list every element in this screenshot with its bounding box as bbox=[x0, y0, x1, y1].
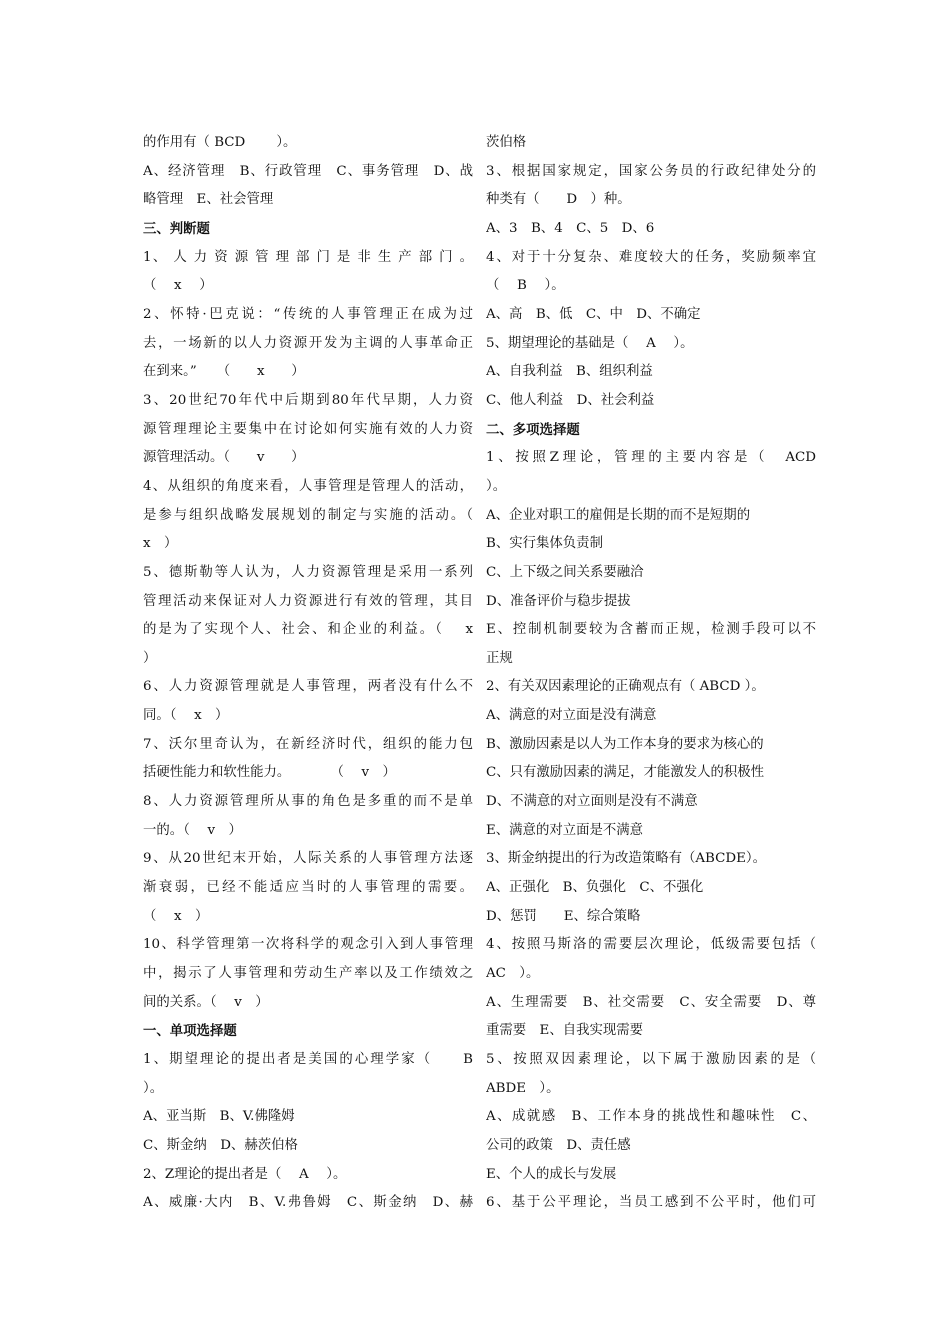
text-line: A、成就感 B、工作本身的挑战性和趣味性 C、 bbox=[486, 1109, 816, 1125]
text-line: 4、从组织的角度来看，人事管理是管理人的活动， bbox=[143, 478, 473, 494]
text-line: E、控制机制要较为含蓄而正规，检测手段可以不 bbox=[486, 622, 816, 638]
text-line: 源管理活动。（ v ） bbox=[143, 450, 305, 466]
text-line: 1、按照Z理论，管理的主要内容是（ ACD bbox=[486, 450, 816, 466]
text-line: （ x ） bbox=[143, 278, 213, 294]
text-line: 去，一场新的以人力资源开发为主调的人事革命正 bbox=[143, 335, 473, 351]
text-line: （ B ）。 bbox=[486, 278, 565, 294]
text-line: 4、按照马斯洛的需要层次理论，低级需要包括（ bbox=[486, 937, 816, 953]
text-line: D、不满意的对立面则是没有不满意 bbox=[486, 794, 698, 810]
text-line: 6、人力资源管理就是人事管理，两者没有什么不 bbox=[143, 679, 473, 695]
text-line: B、激励因素是以人为工作本身的要求为核心的 bbox=[486, 736, 764, 752]
text-line: C、上下级之间关系要融洽 bbox=[486, 564, 644, 580]
text-line: 重需要 E、自我实现需要 bbox=[486, 1023, 644, 1039]
text-line: C、斯金纳 D、赫茨伯格 bbox=[143, 1137, 298, 1153]
text-line: E、满意的对立面是不满意 bbox=[486, 822, 644, 838]
section-heading: 三、判断题 bbox=[143, 220, 210, 237]
text-line: 2、Z理论的提出者是（ A ）。 bbox=[143, 1166, 347, 1182]
left-text-column bbox=[143, 129, 473, 1218]
text-line: A、威廉·大内 B、V.弗鲁姆 C、斯金纳 D、赫 bbox=[143, 1195, 473, 1211]
text-line: 3、根据国家规定，国家公务员的行政纪律处分的 bbox=[486, 163, 816, 179]
text-line: 同。（ x ） bbox=[143, 708, 229, 724]
text-line: 5、德斯勒等人认为，人力资源管理是采用一系列 bbox=[143, 564, 473, 580]
text-line: B、实行集体负责制 bbox=[486, 536, 603, 552]
section-heading: 一、单项选择题 bbox=[143, 1023, 237, 1040]
text-line: 种类有（ D ）种。 bbox=[486, 192, 631, 208]
text-line: D、惩罚 E、综合策略 bbox=[486, 908, 641, 924]
text-line: AC ）。 bbox=[486, 966, 540, 982]
text-line: 中，揭示了人事管理和劳动生产率以及工作绩效之 bbox=[143, 966, 473, 982]
text-line: 8、人力资源管理所从事的角色是多重的而不是单 bbox=[143, 794, 473, 810]
text-line: A、3 B、4 C、5 D、6 bbox=[486, 220, 655, 236]
text-line: 正规 bbox=[486, 650, 513, 666]
text-line: 3、斯金纳提出的行为改造策略有（ABCDE）。 bbox=[486, 851, 766, 867]
text-line: ） bbox=[143, 650, 157, 666]
text-line: A、满意的对立面是没有满意 bbox=[486, 708, 657, 724]
text-line: 一的。（ v ） bbox=[143, 822, 242, 838]
text-line: x ） bbox=[143, 536, 178, 552]
text-line: 2、怀特·巴克说：“传统的人事管理正在成为过 bbox=[143, 306, 473, 322]
text-line: A、企业对职工的雇佣是长期的而不是短期的 bbox=[486, 507, 751, 523]
text-line: A、亚当斯 B、V.佛隆姆 bbox=[143, 1109, 295, 1125]
text-line: 2、有关双因素理论的正确观点有（ ABCD ）。 bbox=[486, 679, 765, 695]
section-heading: 二、多项选择题 bbox=[486, 421, 580, 438]
text-line: A、经济管理 B、行政管理 C、事务管理 D、战 bbox=[143, 163, 473, 179]
text-line: 1、 人 力 资 源 管 理 部 门 是 非 生 产 部 门 。 bbox=[143, 249, 473, 265]
text-line: 10、科学管理第一次将科学的观念引入到人事管理 bbox=[143, 937, 473, 953]
text-line: C、只有激励因素的满足，才能激发人的积极性 bbox=[486, 765, 765, 781]
text-line: 9、从20世纪末开始，人际关系的人事管理方法逐 bbox=[143, 851, 473, 867]
text-line: 5、期望理论的基础是（ A ）。 bbox=[486, 335, 694, 351]
text-line: 3、20世纪70年代中后期到80年代早期，人力资 bbox=[143, 392, 473, 408]
text-line: 源管理理论主要集中在讨论如何实施有效的人力资 bbox=[143, 421, 473, 437]
text-line: 在到来。” （ x ） bbox=[143, 364, 305, 380]
text-line: 7、沃尔里奇认为，在新经济时代，组织的能力包 bbox=[143, 736, 473, 752]
text-line: D、准备评价与稳步提拔 bbox=[486, 593, 631, 609]
text-line: 4、对于十分复杂、难度较大的任务，奖励频率宜 bbox=[486, 249, 816, 265]
text-line: 1、期望理论的提出者是美国的心理学家（ B bbox=[143, 1052, 473, 1067]
text-line: 管理活动来保证对人力资源进行有效的管理，其目 bbox=[143, 593, 473, 609]
text-line: 是参与组织战略发展规划的制定与实施的活动。（ bbox=[143, 507, 473, 523]
text-line: A、高 B、低 C、中 D、不确定 bbox=[486, 306, 701, 322]
text-line: E、个人的成长与发展 bbox=[486, 1166, 617, 1182]
text-line: 茨伯格 bbox=[486, 135, 527, 150]
text-line: 间的关系。（ v ） bbox=[143, 994, 269, 1010]
text-line: ）。 bbox=[486, 478, 507, 494]
text-line: C、他人利益 D、社会利益 bbox=[486, 392, 655, 408]
text-line: 渐衰弱，已经不能适应当时的人事管理的需要。 bbox=[143, 880, 473, 896]
right-text-column bbox=[486, 129, 816, 1218]
text-line: 的作用有（ BCD ）。 bbox=[143, 135, 297, 150]
text-line: 6、基于公平理论，当员工感到不公平时，他们可 bbox=[486, 1195, 816, 1211]
text-line: 括硬性能力和软性能力。 （ v ） bbox=[143, 765, 396, 781]
text-line: A、正强化 B、负强化 C、不强化 bbox=[486, 880, 704, 896]
text-line: 略管理 E、社会管理 bbox=[143, 192, 274, 208]
text-line: A、自我利益 B、组织利益 bbox=[486, 364, 653, 380]
text-line: ABDE ）。 bbox=[486, 1080, 560, 1096]
text-line: 5、按照双因素理论，以下属于激励因素的是（ bbox=[486, 1052, 816, 1067]
text-line: 公司的政策 D、责任感 bbox=[486, 1137, 631, 1153]
text-line: A、生理需要 B、社交需要 C、安全需要 D、尊 bbox=[486, 994, 816, 1010]
text-line: ）。 bbox=[143, 1080, 164, 1096]
text-line: （ x ） bbox=[143, 908, 209, 924]
text-line: 的是为了实现个人、社会、和企业的利益。（ x bbox=[143, 622, 473, 638]
